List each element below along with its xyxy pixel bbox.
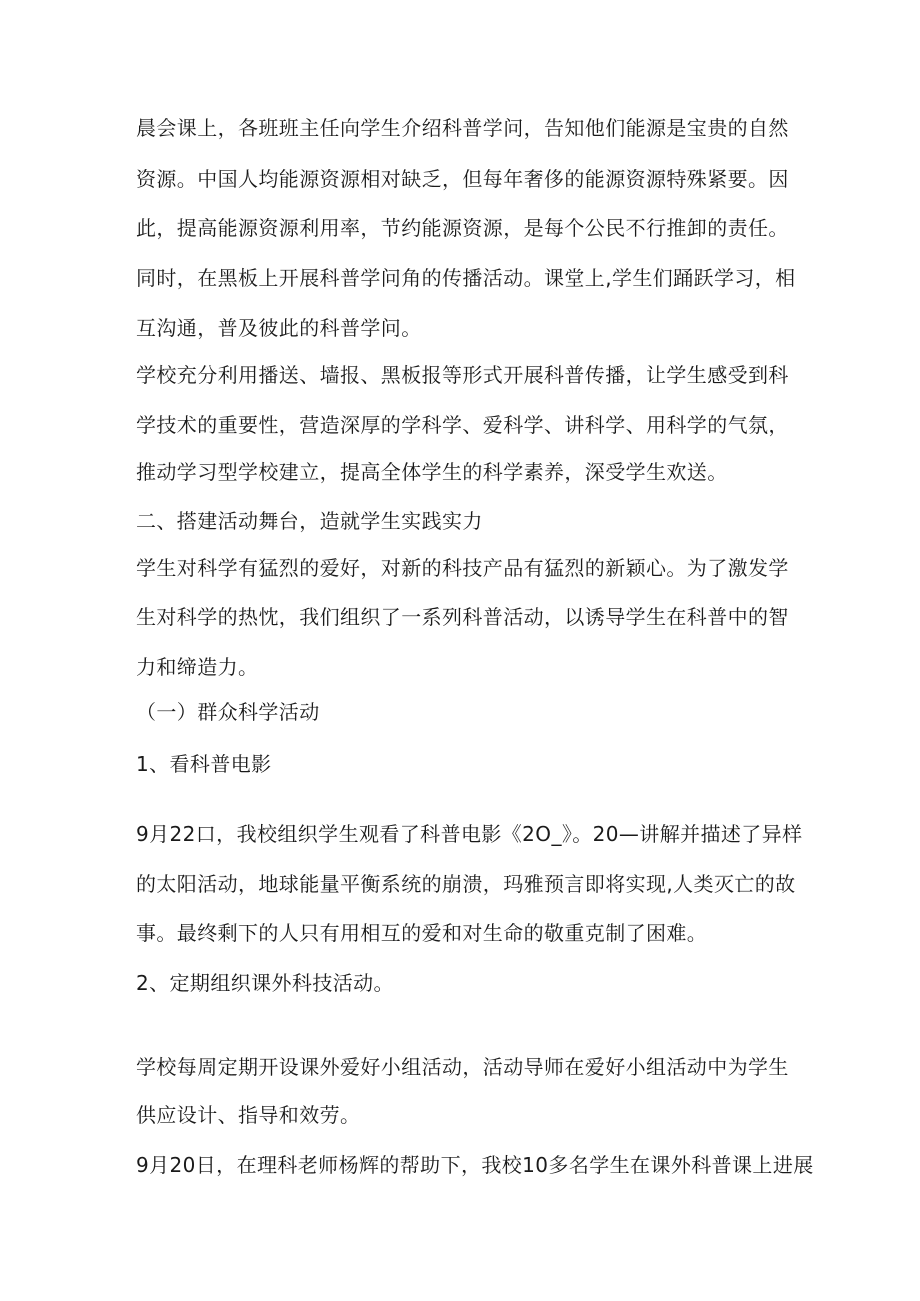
- text-line: 学生对科学有猛烈的爱好，对新的科技产品有猛烈的新颖心。为了激发学: [136, 556, 789, 580]
- text-line: 9月22口，我校组织学生观看了科普电影《2O_》。20—讲解并描述了异样: [136, 822, 803, 846]
- subsection-heading: （一）群众科学活动: [136, 700, 320, 724]
- text-line: 的太阳活动，地球能量平衡系统的崩溃，玛雅预言即将实现,人类灭亡的故: [136, 872, 796, 896]
- text-line: 资源。中国人均能源资源相对缺乏，但每年奢侈的能源资源特殊紧要。因: [136, 167, 789, 191]
- text-line: 学校充分利用播送、墙报、黑板报等形式开展科普传播，让学生感受到科: [136, 363, 789, 387]
- text-line: 晨会课上，各班班主任向学生介绍科普学问，告知他们能源是宝贵的自然: [136, 116, 789, 140]
- text-line: 推动学习型学校建立，提高全体学生的科学素养，深受学生欢送。: [136, 460, 728, 484]
- text-line: 供应设计、指导和效劳。: [136, 1103, 361, 1127]
- text-line: 同时，在黑板上开展科普学问角的传播活动。课堂上,学生们踊跃学习，相: [136, 266, 796, 290]
- list-heading: 2、定期组织课外科技活动。: [136, 971, 394, 995]
- text-line: 事。最终剩下的人只有用相互的爱和对生命的敬重克制了困难。: [136, 921, 708, 945]
- text-line: 学校每周定期开设课外爱好小组活动，活动导师在爱好小组活动中为学生: [136, 1055, 789, 1079]
- text-line: 力和缔造力。: [136, 655, 259, 679]
- section-heading: 二、搭建活动舞台，造就学生实践实力: [136, 509, 483, 533]
- text-line: 学技术的重要性，营造深厚的学科学、爱科学、讲科学、用科学的气氛，: [136, 413, 789, 437]
- text-line: 9月20日，在理科老师杨辉的帮助下，我校10多名学生在课外科普课上进展: [136, 1153, 814, 1177]
- list-heading: 1、看科普电影: [136, 752, 272, 776]
- text-line: 互沟通，普及彼此的科普学问。: [136, 316, 422, 340]
- text-line: 此，提高能源资源利用率，节约能源资源，是每个公民不行推卸的责任。: [136, 216, 789, 240]
- text-line: 生对科学的热忱，我们组织了一系列科普活动，以诱导学生在科普中的智: [136, 605, 789, 629]
